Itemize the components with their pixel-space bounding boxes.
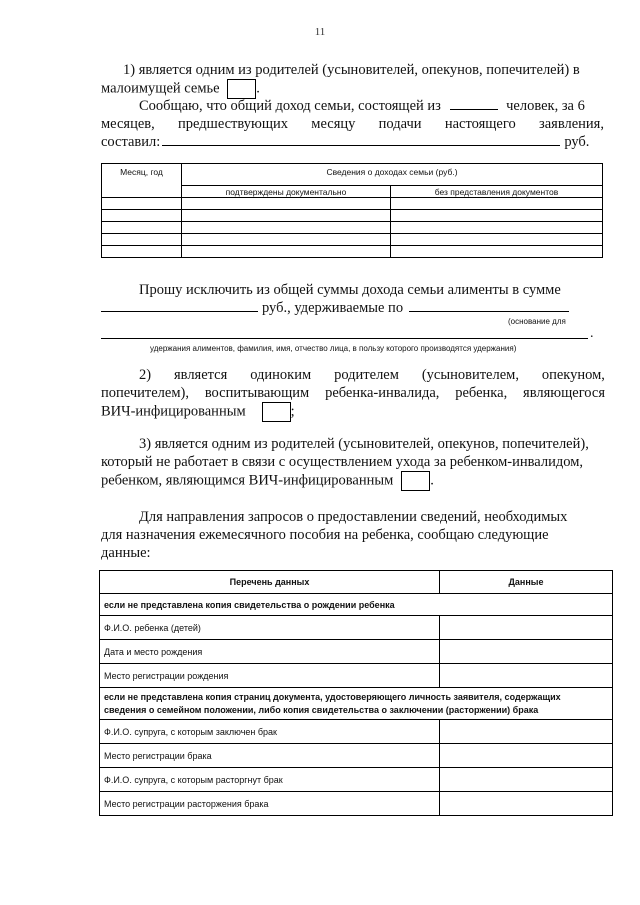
family-size-field[interactable] [450,97,498,110]
data-section-birth: если не представлена копия свидетельства о рождении ребенка [100,594,613,616]
income-cell[interactable] [102,198,182,210]
income-col-income: Сведения о доходах семьи (руб.) [182,164,603,186]
p2-line1-w4: (усыновителем, [421,367,519,383]
income-cell[interactable] [102,222,182,234]
p1-line2-text: малоимущей семье [101,80,220,97]
data-row-label: Место регистрации брака [100,744,440,768]
income-cell[interactable] [182,234,391,246]
p1-line4-w4: настоящего [444,116,516,132]
caregiver-checkbox[interactable] [401,471,430,491]
data-row-value[interactable] [440,616,613,640]
p1-line4-w5: заявления, [538,116,604,132]
p2-line2-w3: ребенка, [455,385,508,401]
p1-line5 [101,133,589,151]
income-cell[interactable] [391,210,603,222]
income-cell[interactable] [102,210,182,222]
data-row-label: Ф.И.О. супруга, с которым расторгнут брак [100,768,440,792]
income-cell[interactable] [182,198,391,210]
income-cell[interactable] [102,234,182,246]
p3-line3-end: . [430,472,434,489]
income-cell[interactable] [182,246,391,258]
income-cell[interactable] [102,246,182,258]
income-sub-unconfirmed: без представления документов [391,186,603,198]
p2-line1-w3: родителем [334,367,399,383]
data-section-marital-l2: сведения о семейном положении, либо копия свидетельства о заключении (расторжении) брака [104,704,539,715]
alimony-line1: Прошу исключить из общей суммы дохода семьи алименты в сумме [139,282,561,298]
p2-line1 [139,366,605,384]
data-row-value[interactable] [440,640,613,664]
alimony-amount-field[interactable] [101,299,258,312]
alimony-end: . [590,326,594,341]
income-cell[interactable] [391,246,603,258]
data-section-marital-l1: если не представлена копия страниц документа, удостоверяющего личность заявителя, содержащих [104,691,561,702]
data-row-value[interactable] [440,744,613,768]
data-row-label: Ф.И.О. супруга, с которым заключен брак [100,720,440,744]
data-row-label: Дата и место рождения [100,640,440,664]
p3-line3 [101,471,434,491]
p1-line3-b: человек, за 6 [506,98,585,114]
p2-line1-w0: 2) [139,367,152,383]
income-cell[interactable] [391,234,603,246]
requests-line2: для назначения ежемесячного пособия на ребенка, сообщаю следующие [101,527,549,543]
p2-line2-w2: ребенка-инвалида, [325,385,440,401]
data-table [99,570,613,816]
p1-line4-w3: подачи [378,116,422,132]
income-col-period: Месяц, год [102,164,182,198]
income-table [101,163,603,258]
total-income-field[interactable] [162,133,560,146]
page-number: 11 [314,26,326,38]
p1-line5-a: составил: [101,134,161,150]
income-sub-confirmed: подтверждены документально [182,186,391,198]
income-cell[interactable] [391,222,603,234]
p1-line5-b: руб. [564,134,590,150]
p2-line1-w1: является [174,367,228,383]
alimony-note1: (основание для [508,317,566,326]
requests-line1: Для направления запросов о предоставлении сведений, необходимых [139,509,568,525]
low-income-checkbox[interactable] [227,79,256,99]
data-section-marital [100,688,613,720]
income-cell[interactable] [182,222,391,234]
data-header-list: Перечень данных [100,571,440,594]
p3-line3-text: ребенком, являющимся ВИЧ-инфицированным [101,472,394,489]
data-row-value[interactable] [440,664,613,688]
data-row-label: Ф.И.О. ребенка (детей) [100,616,440,640]
p2-line3 [101,402,295,422]
data-header-data: Данные [440,571,613,594]
p3-line1: 3) является одним из родителей (усыновителей, опекунов, попечителей), [139,436,589,452]
income-cell[interactable] [391,198,603,210]
p3-line2: который не работает в связи с осуществлением ухода за ребенком-инвалидом, [101,454,584,470]
p2-line1-w2: одиноким [250,367,312,383]
p1-line4-w1: предшествующих [178,116,289,132]
data-row-value[interactable] [440,768,613,792]
p1-line3 [139,97,585,115]
p2-line2-w1: воспитывающим [204,385,310,401]
p1-line4-w2: месяцу [311,116,356,132]
p2-line2-w0: попечителем), [101,385,189,401]
data-row-value[interactable] [440,792,613,816]
p2-line2 [101,384,605,402]
data-row-label: Место регистрации рождения [100,664,440,688]
p2-line3-end: ; [290,403,295,420]
income-cell[interactable] [182,210,391,222]
p1-line2 [101,79,260,99]
p2-line3-text: ВИЧ-инфицированным [101,403,246,420]
alimony-note2: удержания алиментов, фамилия, имя, отчество лица, в пользу которого производятся удержания) [150,344,517,353]
alimony-basis-field[interactable] [409,299,569,312]
requests-line3: данные: [101,545,151,561]
data-row-label: Место регистрации расторжения брака [100,792,440,816]
data-row-value[interactable] [440,720,613,744]
alimony-line2 [101,299,569,317]
p1-line4 [101,115,604,133]
p1-line2-end: . [256,80,260,97]
alimony-details-field[interactable] [101,326,588,339]
p2-line2-w4: являющегося [523,385,605,401]
p1-line3-a: Сообщаю, что общий доход семьи, состоящей из [139,98,441,114]
p1-line1: 1) является одним из родителей (усыновителей, опекунов, попечителей) в [123,62,580,78]
single-parent-checkbox[interactable] [262,402,291,422]
alimony-line2-text: руб., удерживаемые по [262,300,404,316]
p1-line4-w0: месяцев, [101,116,155,132]
p2-line1-w5: опекуном, [541,367,605,383]
